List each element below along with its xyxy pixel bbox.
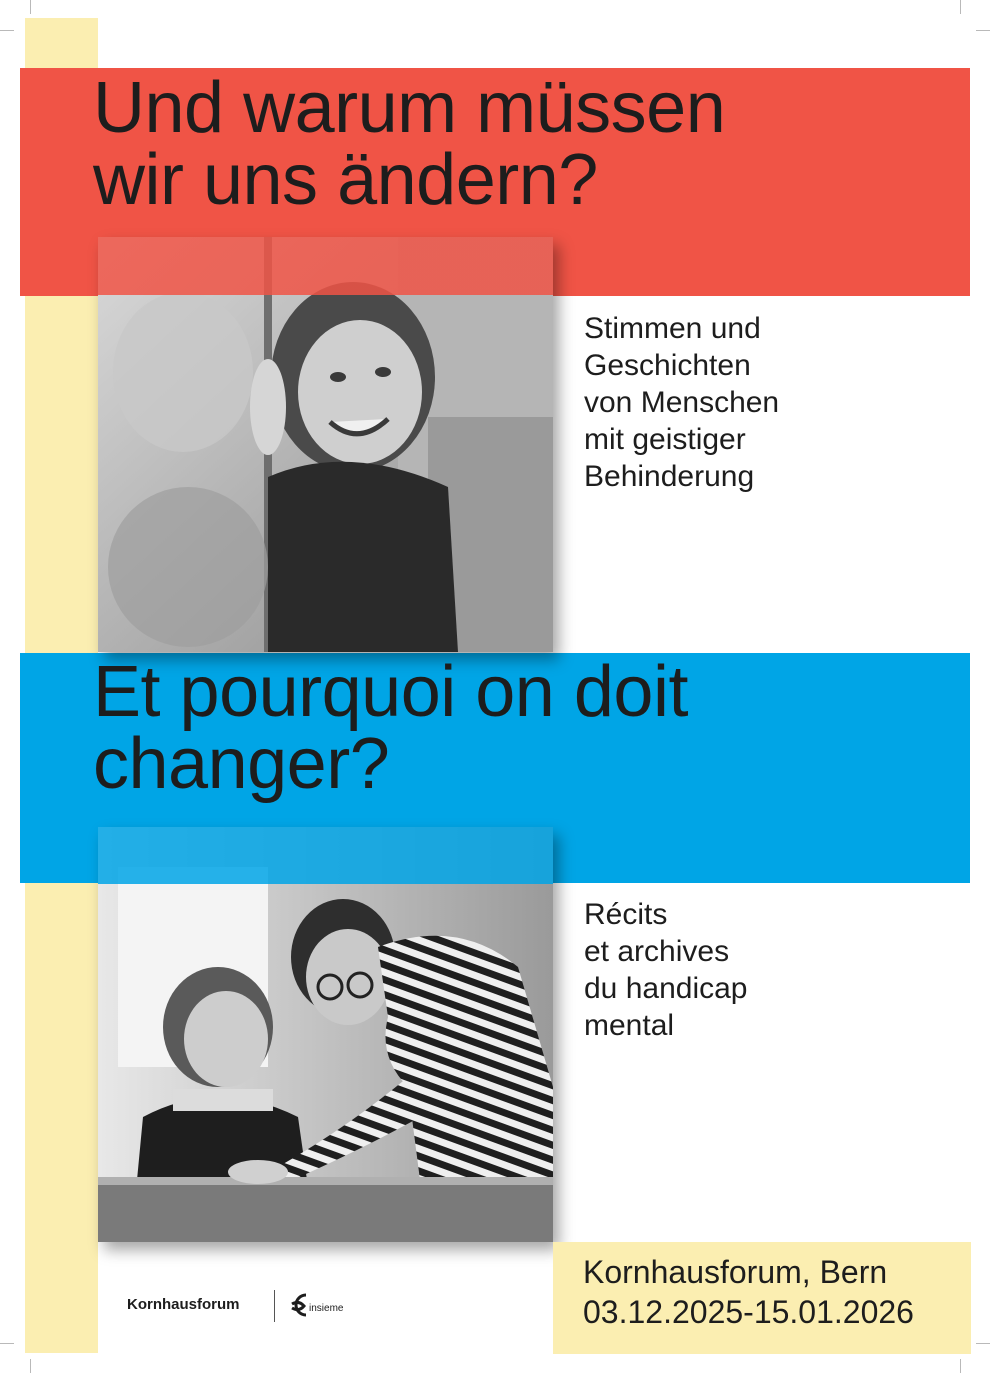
crop-mark	[0, 30, 14, 31]
subtitle-french-line: du handicap	[584, 972, 748, 1005]
logo-divider	[274, 1290, 275, 1322]
event-info	[583, 1252, 914, 1332]
crop-mark	[976, 1343, 990, 1344]
crop-mark	[30, 0, 31, 14]
crop-mark	[960, 0, 961, 14]
event-dates: 03.12.2025-15.01.2026	[583, 1294, 914, 1330]
subtitle-german-line: Stimmen und	[584, 312, 761, 345]
insieme-mark-icon	[287, 1288, 311, 1324]
subtitle-german-line: mit geistiger	[584, 423, 746, 456]
event-venue: Kornhausforum, Bern	[583, 1254, 888, 1290]
photo-two-people-table	[98, 827, 553, 1242]
woman-peeking-behind-glass-photo	[98, 237, 553, 652]
headline-french-line-1: Et pourquoi on doit	[93, 652, 688, 732]
photo-woman-peeking	[98, 237, 553, 652]
subtitle-german-line: Behinderung	[584, 460, 755, 493]
kornhausforum-logo: Kornhausforum	[127, 1296, 240, 1313]
headline-german	[93, 68, 726, 220]
headline-german-line-1: Und warum müssen	[93, 68, 726, 148]
subtitle-french-line: et archives	[584, 935, 730, 968]
subtitle-french	[584, 896, 747, 1044]
subtitle-german-line: von Menschen	[584, 386, 780, 419]
subtitle-german-line: Geschichten	[584, 349, 751, 382]
crop-mark	[960, 1359, 961, 1373]
crop-mark	[0, 1343, 14, 1344]
headline-french	[93, 652, 688, 804]
insieme-logo	[287, 1288, 367, 1324]
insieme-logo-text: insieme	[309, 1303, 344, 1314]
subtitle-french-line: Récits	[584, 898, 668, 931]
crop-mark	[976, 30, 990, 31]
subtitle-german	[584, 310, 779, 495]
headline-german-line-2: wir uns ändern?	[93, 140, 598, 220]
headline-french-line-2: changer?	[93, 724, 390, 804]
subtitle-french-line: mental	[584, 1009, 675, 1042]
event-info-box	[553, 1242, 971, 1354]
two-people-at-table-photo	[98, 827, 553, 1242]
crop-mark	[30, 1359, 31, 1373]
